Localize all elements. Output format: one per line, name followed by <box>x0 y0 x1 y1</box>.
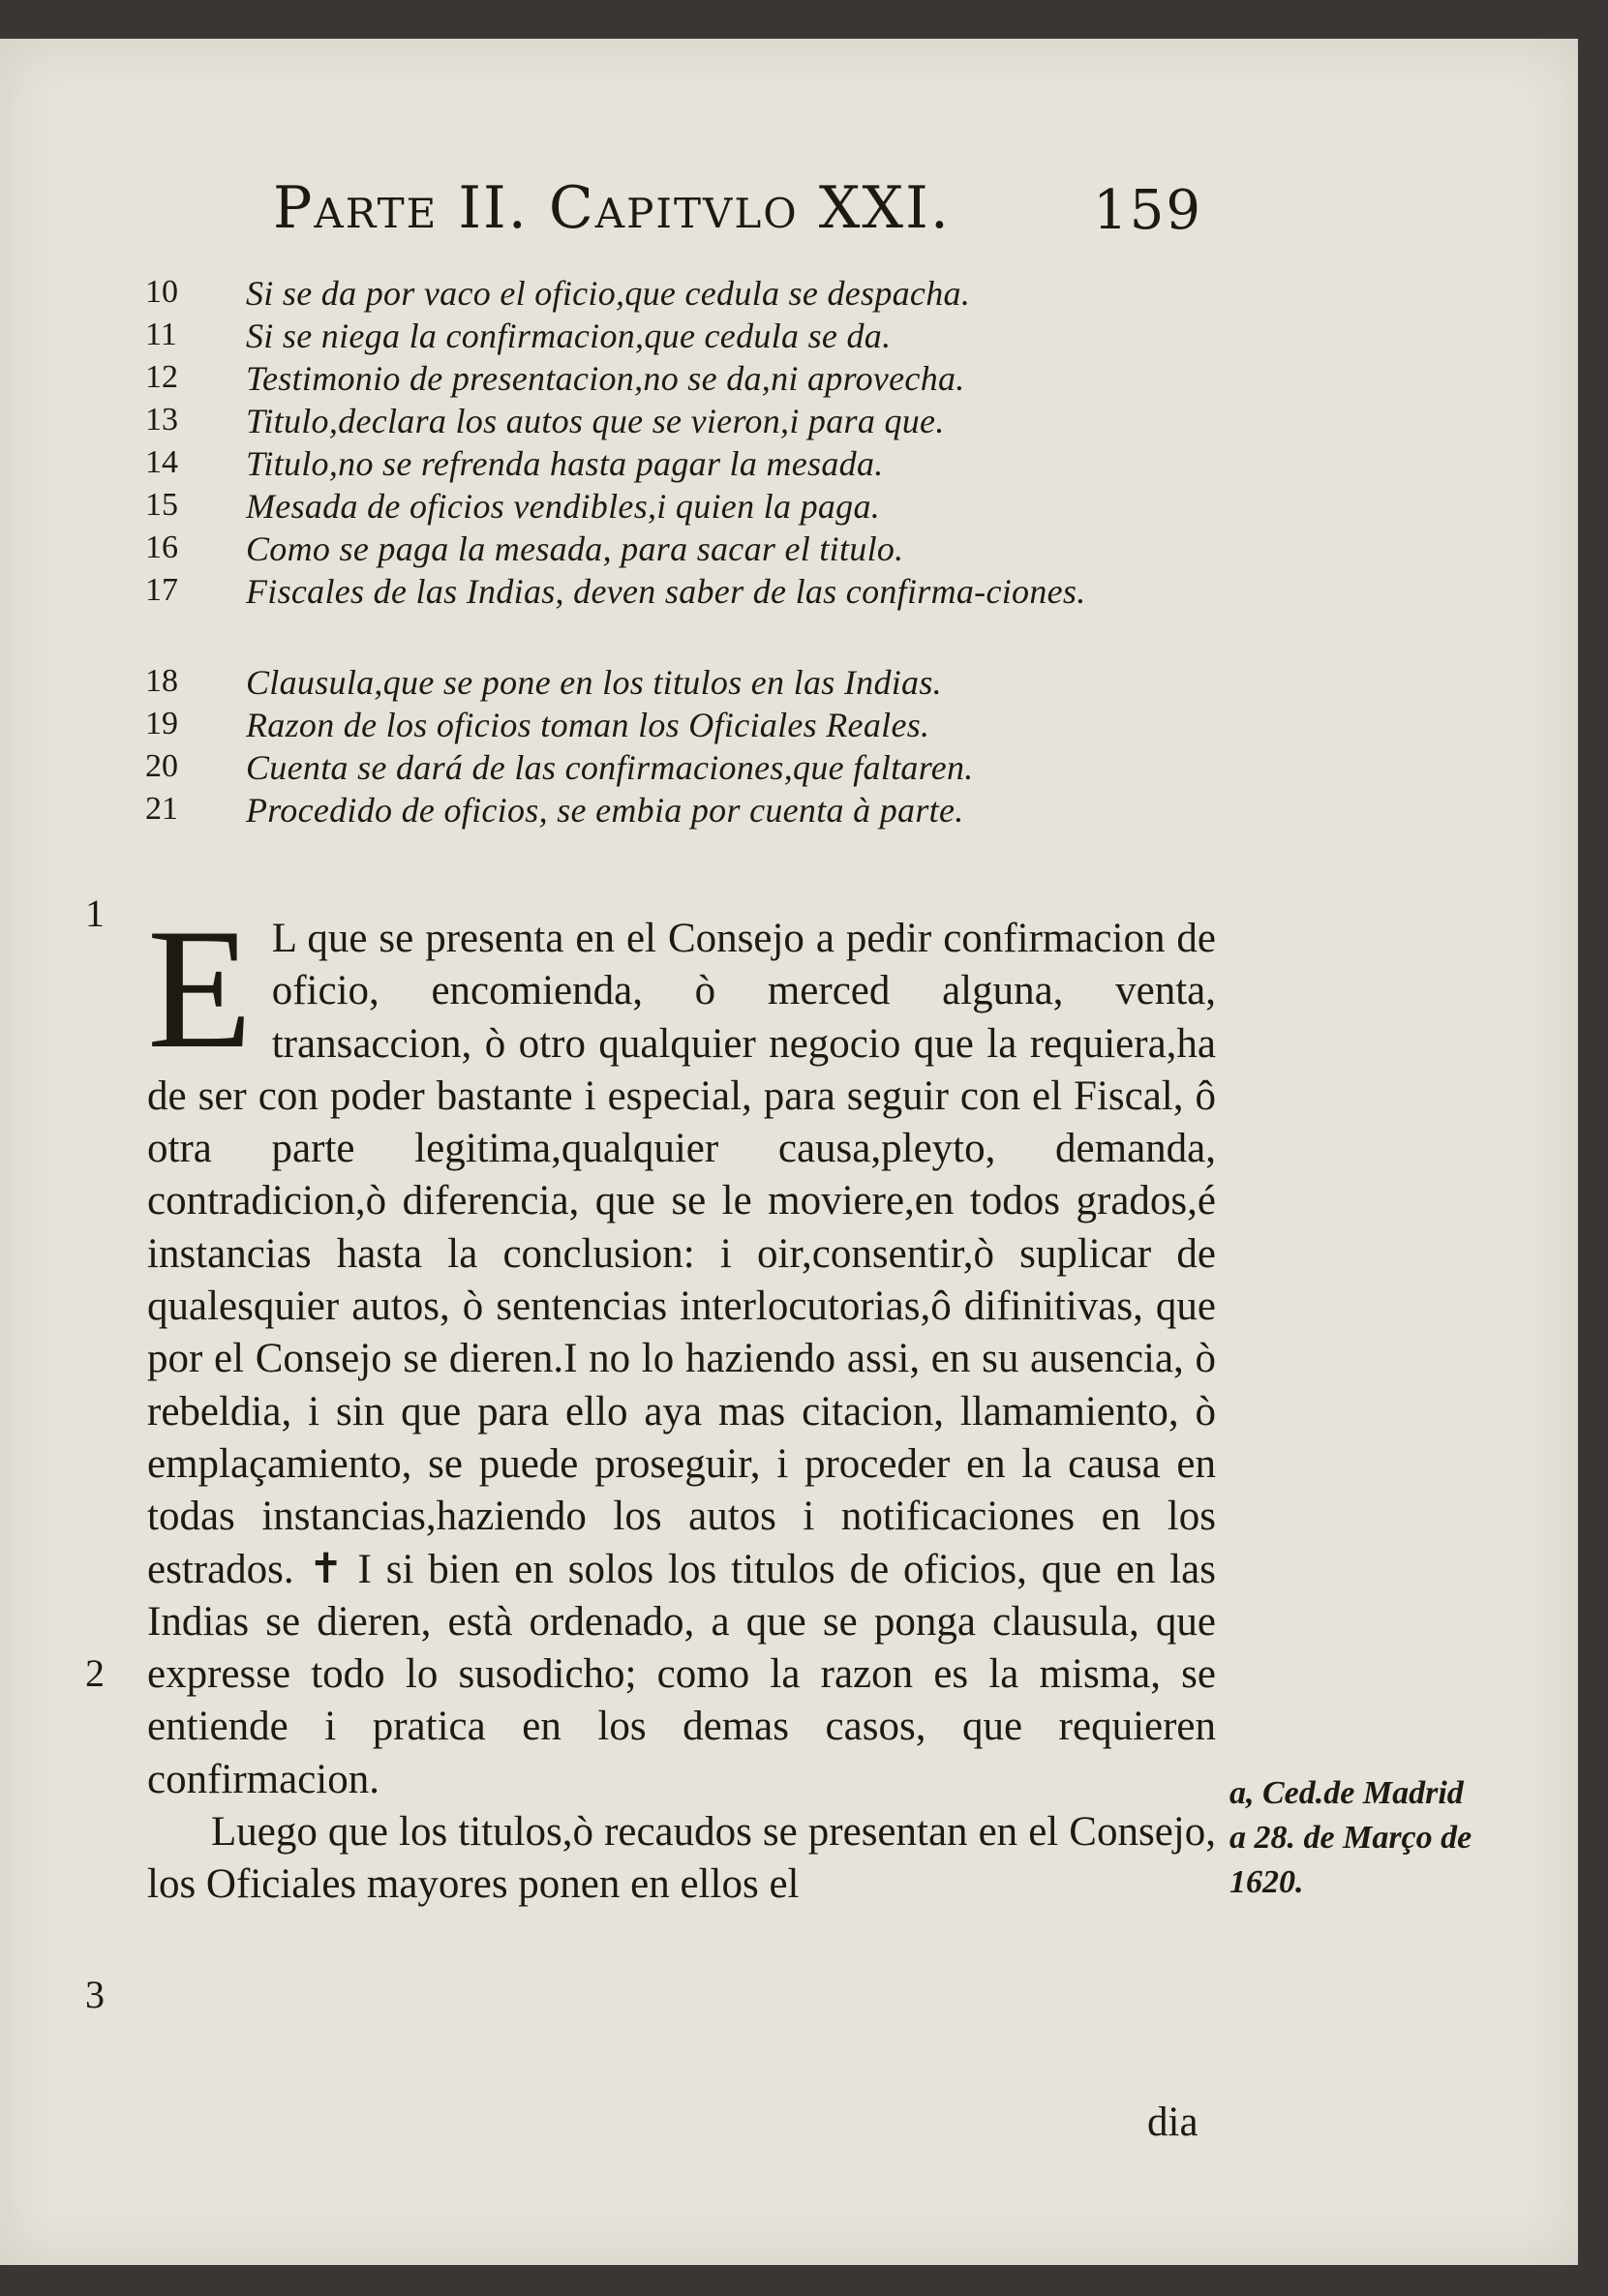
summary-number: 12 <box>145 359 178 395</box>
margin-number: 1 <box>85 891 105 935</box>
paragraph-text: L que se presenta en el Consejo a pedir confirmacion de oficio, encomienda, ò merced alguna, venta, transaccion, ò otro qualquier negocio que la requiera,ha de ser con poder bastante i especial, para seguir con el Fiscal, ô otra parte legitima,qualquier causa,pleyto, demanda, contradicion,ò diferencia, que se le moviere,en todos grados,é instancias hasta la conclusion: i oir,consentir,ò suplicar de qualesquier autos, ò sentencias interlocutorias,ô difinitivas, que por el Consejo se dieren.I no lo haziendo assi, en su ausencia, ò rebeldia, i sin que para ello aya mas citacion, llamamiento, ò emplaçamiento, se puede proseguir, i proceder en la causa en todas instancias,haziendo los autos i notificaciones en los estrados. <box>147 916 1216 1592</box>
drop-cap: E <box>147 892 253 1084</box>
paragraph-text: Luego que los titulos,ò recaudos se presentan en el Consejo, los Oficiales mayores ponen en ellos el <box>147 1809 1216 1908</box>
summary-number: 11 <box>145 317 177 352</box>
summary-item <box>145 314 1239 356</box>
margin-note: a, Ced.de Madrid a 28. de Março de 1620. <box>1229 1775 1472 1900</box>
summary-item <box>145 527 1239 569</box>
summary-item <box>145 703 1239 745</box>
summary-number: 17 <box>145 572 178 608</box>
summary-item <box>145 660 1239 703</box>
summary-number: 18 <box>145 663 178 699</box>
summary-text: Si se da por vaco el oficio,que cedula se despacha. <box>246 274 971 313</box>
summary-text: Si se niega la confirmacion,que cedula se da. <box>246 317 892 355</box>
summary-number: 19 <box>145 706 178 741</box>
summary-number: 14 <box>145 444 178 480</box>
paragraph <box>147 892 1216 1806</box>
summary-item <box>145 271 1239 314</box>
summary-text: Testimonio de presentacion,no se da,ni aprovecha. <box>246 359 965 398</box>
summary-item <box>145 788 1239 831</box>
summary-text: Mesada de oficios vendibles,i quien la paga. <box>246 487 881 526</box>
summary-text: Cuenta se dará de las confirmaciones,que faltaren. <box>246 748 974 787</box>
summary-item <box>145 356 1239 399</box>
page-number: 159 <box>1093 179 1202 242</box>
paragraph <box>147 1806 1216 1912</box>
summary-item <box>145 745 1239 788</box>
chapter-summary <box>145 271 1239 831</box>
margin-number: 3 <box>85 1973 105 2016</box>
header-title: Parte II. Capitvlo XXI. <box>273 174 951 242</box>
summary-number: 15 <box>145 487 178 523</box>
margin-number: 2 <box>85 1651 105 1695</box>
summary-item <box>145 441 1239 484</box>
summary-text: Procedido de oficios, se embia por cuenta à parte. <box>246 791 964 830</box>
summary-item <box>145 484 1239 527</box>
summary-text: Fiscales de las Indias, deven saber de las confirma-ciones. <box>246 572 1086 611</box>
body-text <box>147 892 1216 1912</box>
summary-number: 21 <box>145 791 178 827</box>
summary-text: Titulo,declara los autos que se vieron,i para que. <box>246 402 945 440</box>
dagger-mark: ✝ <box>308 1546 344 1592</box>
summary-text: Clausula,que se pone en los titulos en las Indias. <box>246 663 942 702</box>
book-page <box>0 39 1578 2265</box>
summary-item <box>145 399 1239 441</box>
summary-number: 16 <box>145 529 178 565</box>
summary-text: Como se paga la mesada, para sacar el titulo. <box>246 529 904 568</box>
summary-number: 10 <box>145 274 178 310</box>
paragraph-text: I si bien en solos los titulos de oficios, que en las Indias se dieren, està ordenado, a que se ponga clausula, que expresse todo lo susodicho; como la razon es la misma, se entiende i pratica en los demas casos, que requieren confirmacion. <box>147 1546 1216 1802</box>
summary-text: Razon de los oficios toman los Oficiales Reales. <box>246 706 930 744</box>
summary-number: 20 <box>145 748 178 784</box>
summary-item <box>145 569 1239 660</box>
running-header <box>273 145 1202 242</box>
summary-number: 13 <box>145 402 178 438</box>
catchword: dia <box>1147 2100 1198 2145</box>
summary-text: Titulo,no se refrenda hasta pagar la mesada. <box>246 444 884 483</box>
